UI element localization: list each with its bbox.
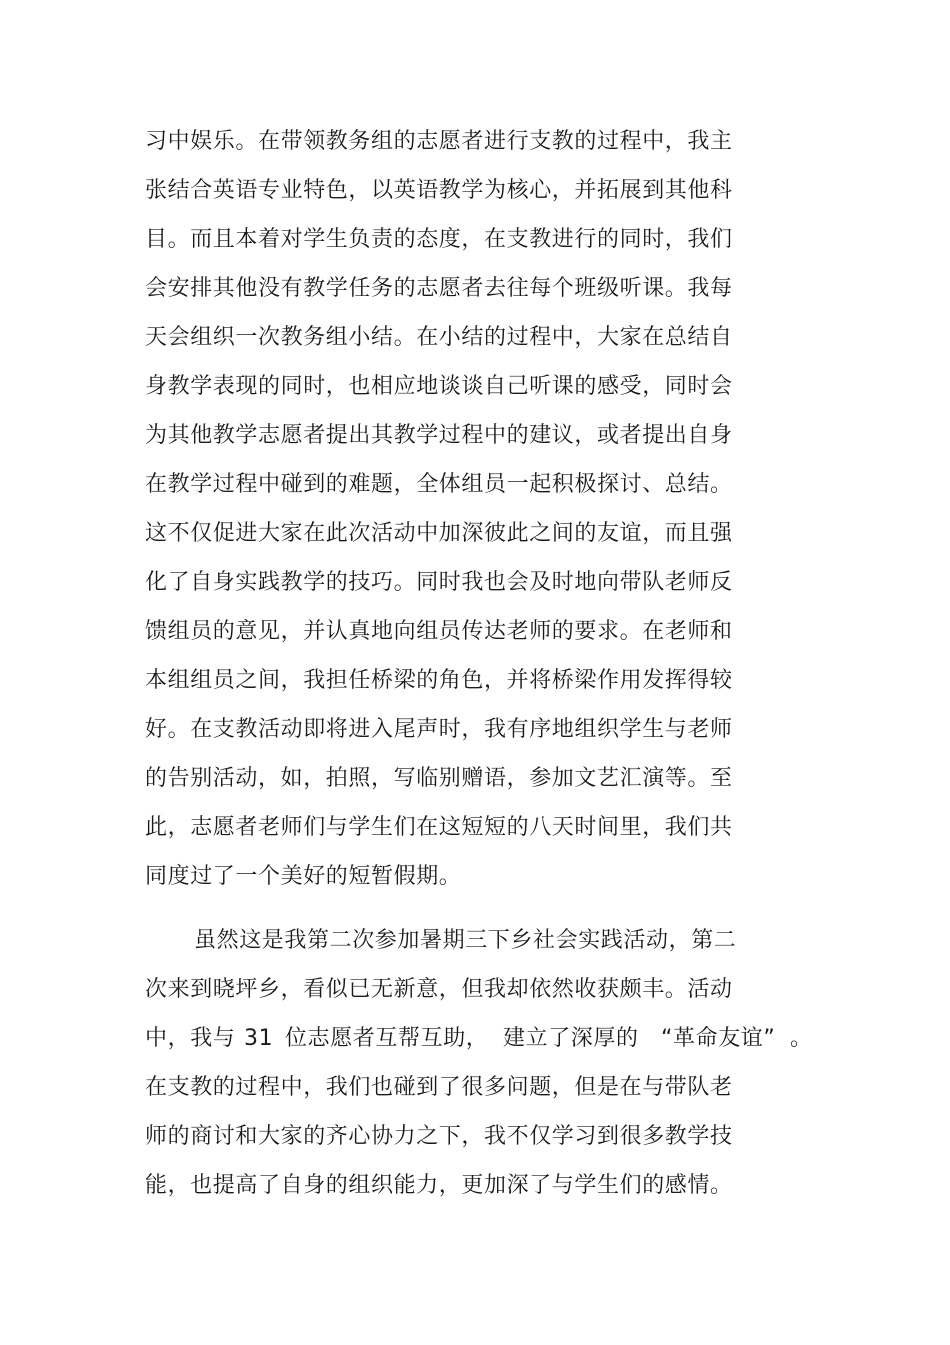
paragraph-2-line-3-period: 。 — [790, 1026, 813, 1051]
paragraph-1-line-9: 这不仅促进大家在此次活动中加深彼此之间的友谊，而且强 — [145, 521, 733, 546]
paragraph-1-line-13: 好。在支教活动即将进入尾声时，我有序地组织学生与老师 — [145, 717, 733, 742]
paragraph-2-line-3-part-2: 位志愿者互帮互助， — [285, 1026, 489, 1051]
paragraph-1-line-14: 的告别活动，如，拍照，写临别赠语，参加文艺汇演等。至 — [145, 766, 733, 791]
paragraph-2-line-3 — [145, 1024, 825, 1054]
paragraph-2-line-6: 能，也提高了自身的组织能力，更加深了与学生们的感情。 — [145, 1173, 733, 1198]
paragraph-2-line-2: 次来到晓坪乡，看似已无新意，但我却依然收获颇丰。活动 — [145, 977, 733, 1002]
paragraph-1-line-8: 在教学过程中碰到的难题，全体组员一起积极探讨、总结。 — [145, 472, 733, 497]
paragraph-1-line-3: 目。而且本着对学生负责的态度，在支教进行的同时，我们 — [145, 227, 733, 252]
paragraph-2-line-5: 师的商讨和大家的齐心协力之下，我不仅学习到很多教学技 — [145, 1124, 733, 1149]
paragraph-2-line-3-part-3: 建立了深厚的 — [503, 1026, 639, 1051]
paragraph-2-line-3-part-1: 中，我与 — [145, 1026, 236, 1051]
paragraph-2-line-1: 虽然这是我第二次参加暑期三下乡社会实践活动，第二 — [194, 928, 737, 953]
paragraph-2-line-4: 在支教的过程中，我们也碰到了很多问题，但是在与带队老 — [145, 1075, 733, 1100]
paragraph-1-line-1: 习中娱乐。在带领教务组的志愿者进行支教的过程中，我主 — [145, 129, 733, 154]
paragraph-1-line-15: 此，志愿者老师们与学生们在这短短的八天时间里，我们共 — [145, 815, 733, 840]
paragraph-1-line-2: 张结合英语专业特色，以英语教学为核心，并拓展到其他科 — [145, 178, 733, 203]
paragraph-2-line-3-number: 31 — [244, 1026, 274, 1051]
paragraph-1-line-16: 同度过了一个美好的短暂假期。 — [145, 864, 462, 889]
paragraph-1-line-12: 本组组员之间，我担任桥梁的角色，并将桥梁作用发挥得较 — [145, 668, 733, 693]
paragraph-1-line-10: 化了自身实践教学的技巧。同时我也会及时地向带队老师反 — [145, 570, 733, 595]
paragraph-1-line-4: 会安排其他没有教学任务的志愿者去往每个班级听课。我每 — [145, 276, 733, 301]
paragraph-1-line-5: 天会组织一次教务组小结。在小结的过程中，大家在总结自 — [145, 325, 733, 350]
paragraph-1-line-7: 为其他教学志愿者提出其教学过程中的建议，或者提出自身 — [145, 423, 733, 448]
paragraph-1-line-11: 馈组员的意见，并认真地向组员传达老师的要求。在老师和 — [145, 619, 733, 644]
paragraph-1-line-6: 身教学表现的同时，也相应地谈谈自己听课的感受，同时会 — [145, 374, 733, 399]
paragraph-2-line-3-quote: “革命友谊” — [661, 1026, 776, 1051]
